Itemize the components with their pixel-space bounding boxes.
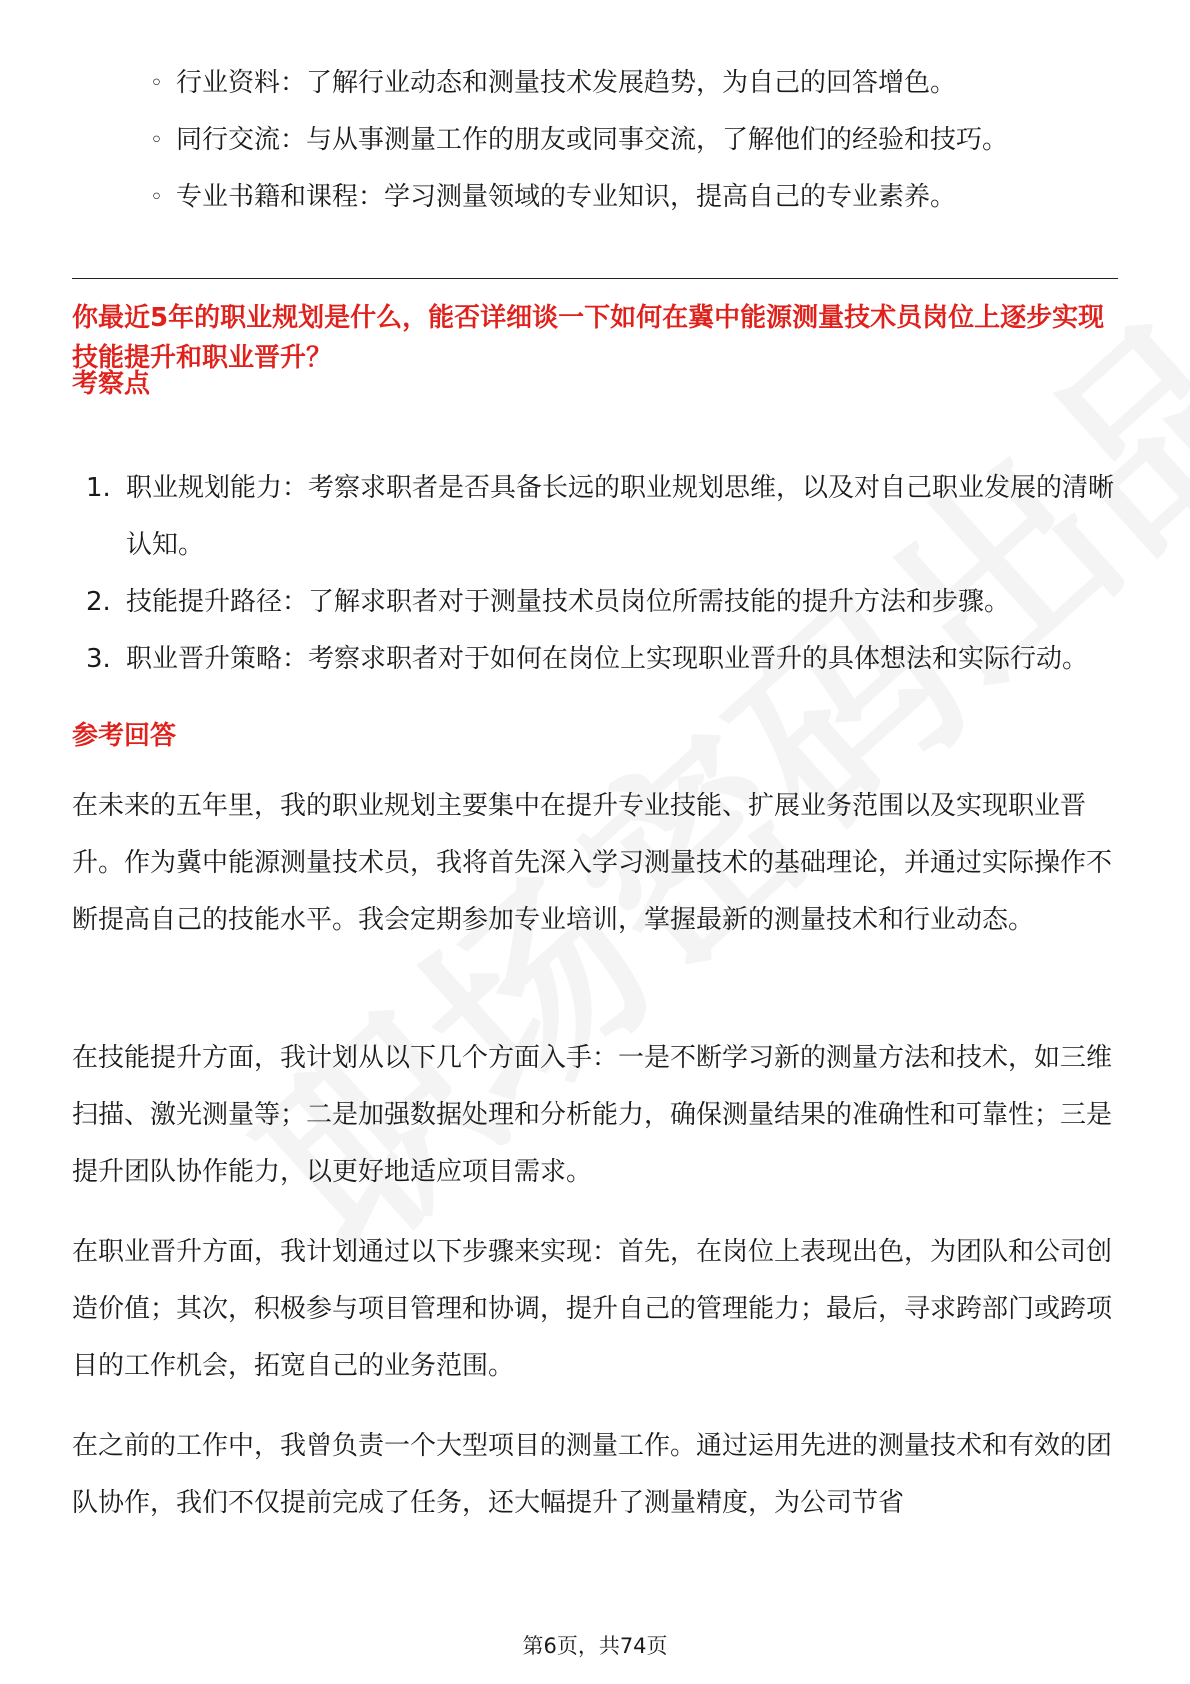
item-number: 2.	[86, 587, 111, 617]
list-item	[150, 169, 1110, 226]
bullet-marker: ◦	[150, 71, 163, 96]
list-item	[72, 460, 1118, 574]
answer-paragraph: 在之前的工作中，我曾负责一个大型项目的测量工作。通过运用先进的测量技术和有效的团队协作，我们不仅提前完成了任务，还大幅提升了测量精度，为公司节省	[72, 1431, 1113, 1518]
list-item	[72, 631, 1118, 688]
bullet-text: 专业书籍和课程：学习测量领域的专业知识，提高自己的专业素养。	[176, 182, 957, 212]
bullet-marker: ◦	[150, 185, 163, 210]
list-item	[150, 55, 1110, 112]
list-item	[150, 112, 1110, 169]
bullet-text: 同行交流：与从事测量工作的朋友或同事交流，了解他们的经验和技巧。	[176, 125, 1009, 155]
question-title: 你最近5年的职业规划是什么，能否详细谈一下如何在冀中能源测量技术员岗位上逐步实现技能提升和职业晋升？	[72, 303, 1105, 373]
item-number: 3.	[86, 644, 111, 674]
document-page	[72, 0, 1118, 1684]
answer-heading: 参考回答	[72, 721, 177, 751]
item-number: 1.	[86, 473, 111, 503]
examine-points-list	[72, 460, 1118, 688]
answer-paragraph: 在未来的五年里，我的职业规划主要集中在提升专业技能、扩展业务范围以及实现职业晋升。作为冀中能源测量技术员，我将首先深入学习测量技术的基础理论，并通过实际操作不断提高自己的技能水平。我会定期参加专业培训，掌握最新的测量技术和行业动态。	[72, 791, 1113, 935]
page-number-footer: 第6页，共74页	[522, 1634, 668, 1658]
item-text: 职业规划能力：考察求职者是否具备长远的职业规划思维，以及对自己职业发展的清晰认知。	[126, 473, 1115, 560]
resource-bullet-list	[150, 55, 1110, 226]
list-item	[72, 574, 1118, 631]
section-divider	[72, 278, 1118, 279]
answer-paragraph: 在职业晋升方面，我计划通过以下步骤来实现：首先，在岗位上表现出色，为团队和公司创造价值；其次，积极参与项目管理和协调，提升自己的管理能力；最后，寻求跨部门或跨项目的工作机会，拓宽自己的业务范围。	[72, 1237, 1113, 1381]
item-text: 职业晋升策略：考察求职者对于如何在岗位上实现职业晋升的具体想法和实际行动。	[126, 644, 1089, 674]
bullet-text: 行业资料：了解行业动态和测量技术发展趋势，为自己的回答增色。	[176, 68, 957, 98]
bullet-marker: ◦	[150, 128, 163, 153]
item-text: 技能提升路径：了解求职者对于测量技术员岗位所需技能的提升方法和步骤。	[126, 587, 1011, 617]
examine-heading: 考察点	[72, 369, 151, 399]
answer-paragraph: 在技能提升方面，我计划从以下几个方面入手：一是不断学习新的测量方法和技术，如三维扫描、激光测量等；二是加强数据处理和分析能力，确保测量结果的准确性和可靠性；三是提升团队协作能力，以更好地适应项目需求。	[72, 1043, 1113, 1187]
